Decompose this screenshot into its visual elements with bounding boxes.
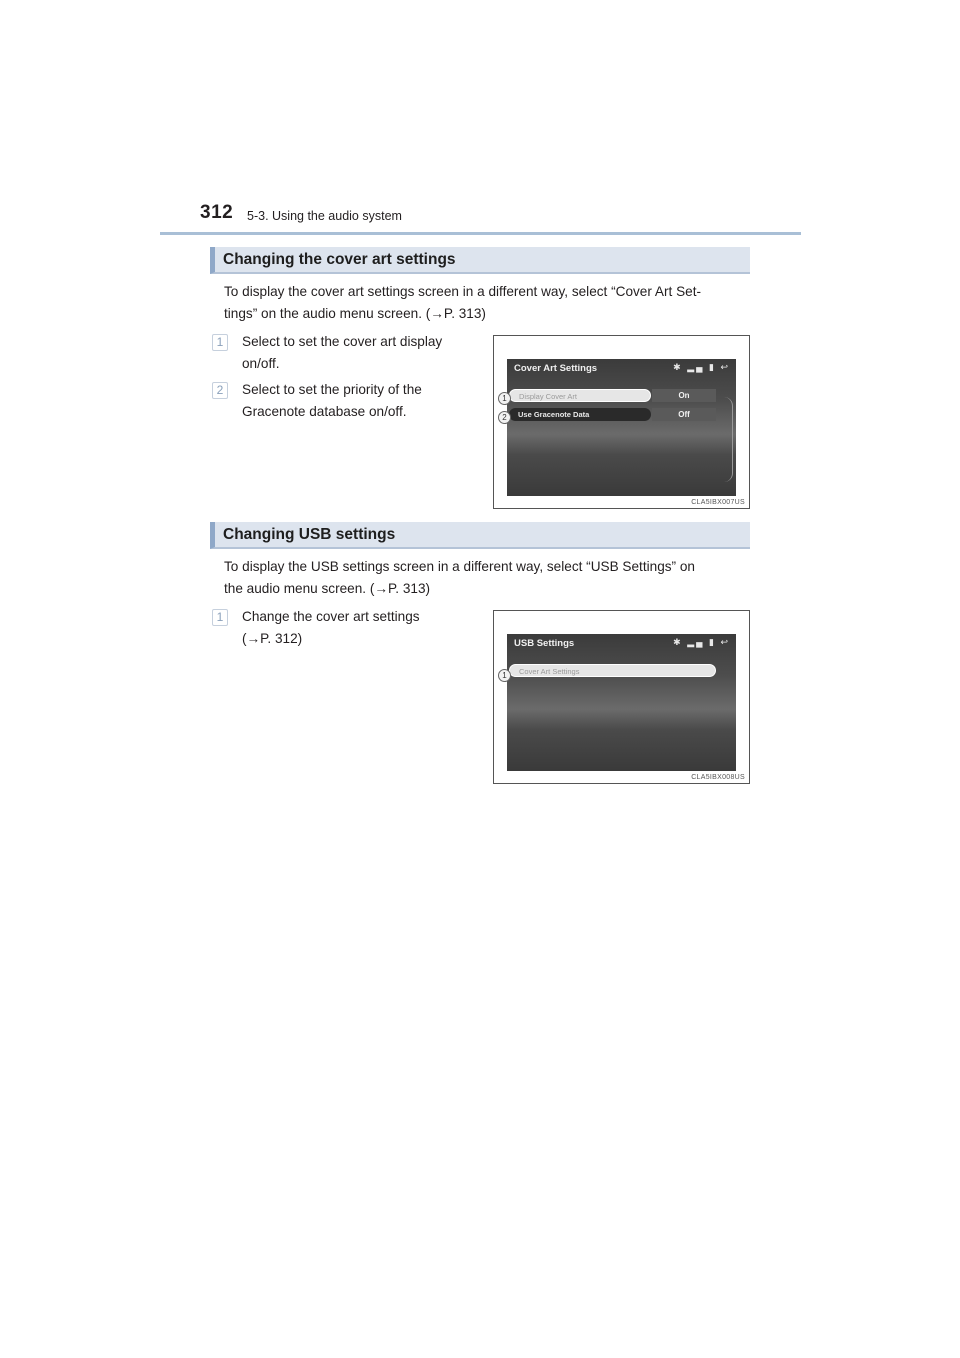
cover-art-settings-figure [493,335,750,509]
callout-marker: 1 [498,392,511,405]
section-title: Changing USB settings [223,526,396,543]
screen-title: USB Settings [514,638,575,649]
chapter-title: 5-3. Using the audio system [247,209,402,223]
display-cover-art-value: On [652,389,716,402]
section-title: Changing the cover art settings [223,251,456,268]
item-text-line: on/off. [242,356,280,371]
section-header-usb [210,522,750,549]
figure-code: CLA5IBX007US [691,499,745,506]
item-text-line: Gracenote database on/off. [242,404,407,419]
display-screen [507,359,736,496]
use-gracenote-data-row[interactable]: Use Gracenote Data [509,408,651,421]
use-gracenote-data-value: Off [652,408,716,421]
display-screen [507,634,736,771]
item-text-line: Change the cover art settings [242,609,420,624]
item-text-line: Select to set the cover art display [242,334,443,349]
display-cover-art-row[interactable]: Display Cover Art [509,389,651,402]
section-intro-line: the audio menu screen. (→P. 313) [224,581,431,596]
status-icons: ✱ ▂▄ ▮ ↩ [673,362,730,372]
item-number-badge: 2 [212,382,228,399]
screen-title: Cover Art Settings [514,363,598,374]
scrollbar [724,397,733,482]
item-text-line: (→P. 312) [242,631,303,646]
item-number-badge: 1 [212,609,228,626]
item-number-badge: 1 [212,334,228,351]
section-intro-line: To display the USB settings screen in a different way, select “USB Settings” on [224,559,695,574]
callout-marker: 2 [498,411,511,424]
callout-marker: 1 [498,669,511,682]
status-icons: ✱ ▂▄ ▮ ↩ [673,637,730,647]
item-text-line: Select to set the priority of the [242,382,422,397]
header-rule [160,232,801,235]
section-header-cover-art [210,247,750,274]
page-number: 312 [200,202,234,223]
figure-code: CLA5IBX008US [691,774,745,781]
section-intro-line: tings” on the audio menu screen. (→P. 313) [224,306,486,321]
cover-art-settings-row[interactable]: Cover Art Settings [509,664,716,677]
section-intro-line: To display the cover art settings screen in a different way, select “Cover Art Set- [224,284,702,299]
usb-settings-figure [493,610,750,784]
